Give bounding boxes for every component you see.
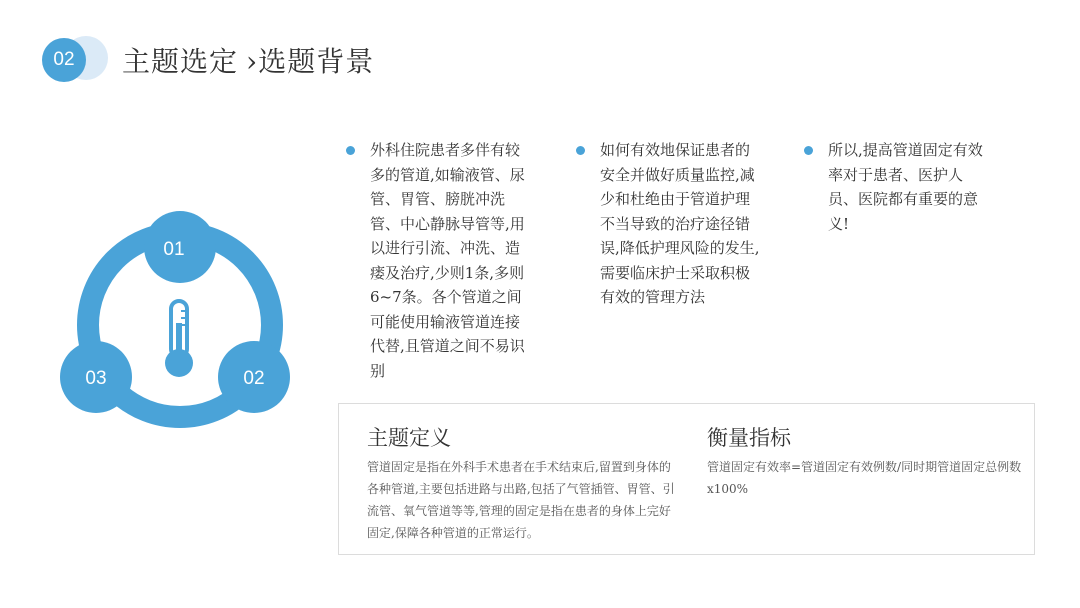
bullet-column-1	[370, 138, 530, 383]
bullet-text: 所以,提高管道固定有效率对于患者、医护人员、医院都有重要的意义!	[828, 141, 983, 233]
cycle-label-03: 03	[85, 368, 107, 389]
cycle-diagram	[60, 205, 300, 445]
definition-text: 管道固定是指在外科手术患者在手术结束后,留置到身体的各种管道,主要包括进路与出路,包括了气管插管、胃管、引流管、氧气管道等等,管理的固定是指在患者的身体上完好固定,保障各种管道的正常运行。	[367, 460, 675, 540]
bullet-dot	[346, 146, 355, 155]
bullet-column-3	[828, 138, 988, 236]
page-title: 主题选定	[122, 45, 239, 78]
page-subtitle: ›选题背景	[246, 45, 375, 78]
definition-box	[338, 403, 1035, 555]
bullet-dot	[576, 146, 585, 155]
section-number-badge: 02	[42, 38, 86, 82]
bullet-dot	[804, 146, 813, 155]
bullet-text: 如何有效地保证患者的安全并做好质量监控,减少和杜绝由于管道护理不当导致的治疗途径错误,降低护理风险的发生,需要临床护士采取积极有效的管理方法	[600, 141, 760, 306]
cycle-label-02: 02	[243, 368, 265, 389]
cycle-label-01: 01	[163, 239, 185, 260]
bullet-text: 外科住院患者多伴有较多的管道,如输液管、尿管、胃管、膀胱冲洗管、中心静脉导管等,用以进行引流、冲洗、造瘘及治疗,少则1条,多则6~7条。各个管道之间可能使用输液管道连接代替,且管道之间不易识别	[370, 141, 525, 380]
measure-text: 管道固定有效率=管道固定有效例数/同时期管道固定总例数x100%	[707, 460, 1022, 496]
measure-heading: 衡量指标	[707, 426, 791, 450]
bullet-column-2	[600, 138, 760, 310]
definition-heading: 主题定义	[367, 426, 451, 450]
thermometer-icon	[165, 301, 193, 377]
